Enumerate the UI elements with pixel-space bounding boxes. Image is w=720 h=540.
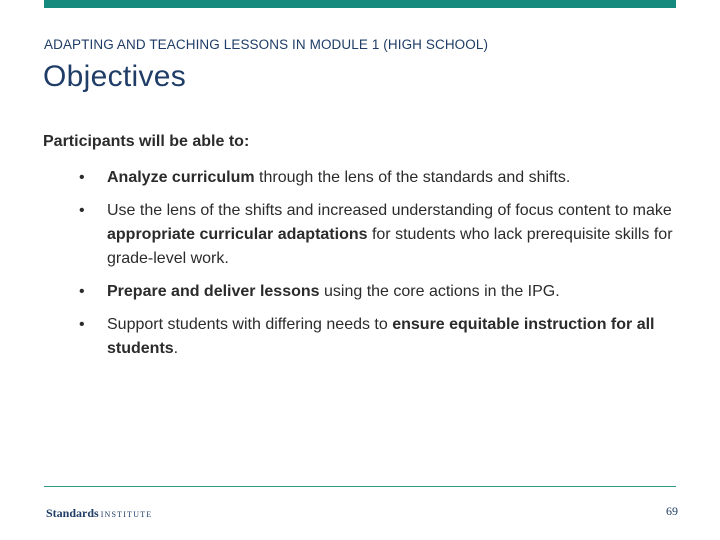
objective-text: Support students with differing needs to [107, 316, 393, 333]
bullet-icon: • [79, 169, 85, 186]
objective-text: for students who lack prerequisite skills for grade-level work. [107, 226, 673, 267]
slide-title: Objectives [43, 60, 187, 93]
standards-institute-logo [46, 504, 152, 522]
logo-suffix: INSTITUTE [100, 510, 153, 519]
objective-item [79, 313, 694, 361]
objective-text: using the core actions in the IPG. [319, 283, 560, 300]
bullet-icon: • [79, 316, 85, 333]
top-accent-bar [44, 0, 676, 8]
objective-text: through the lens of the standards and shifts. [254, 169, 571, 186]
page-number: 69 [666, 504, 678, 518]
footer-divider [44, 486, 676, 487]
bullet-icon: • [79, 283, 85, 300]
objective-text: . [173, 340, 179, 357]
objective-item [79, 199, 694, 271]
objective-emphasis: appropriate curricular adaptations [107, 226, 368, 243]
objective-item [79, 280, 694, 304]
logo-wordmark: Standards [46, 506, 99, 520]
intro-text: Participants will be able to: [43, 133, 250, 150]
objective-text: Use the lens of the shifts and increased understanding of focus content to make [107, 202, 672, 219]
objective-emphasis: ensure equitable instruction for all students [107, 316, 655, 357]
objectives-list [79, 166, 694, 370]
bullet-icon: • [79, 202, 85, 219]
slide-subtitle: ADAPTING AND TEACHING LESSONS IN MODULE 1 (HIGH SCHOOL) [44, 37, 489, 52]
objective-item [79, 166, 694, 190]
objective-emphasis: Prepare and deliver lessons [107, 283, 320, 300]
objective-emphasis: Analyze curriculum [107, 169, 255, 186]
